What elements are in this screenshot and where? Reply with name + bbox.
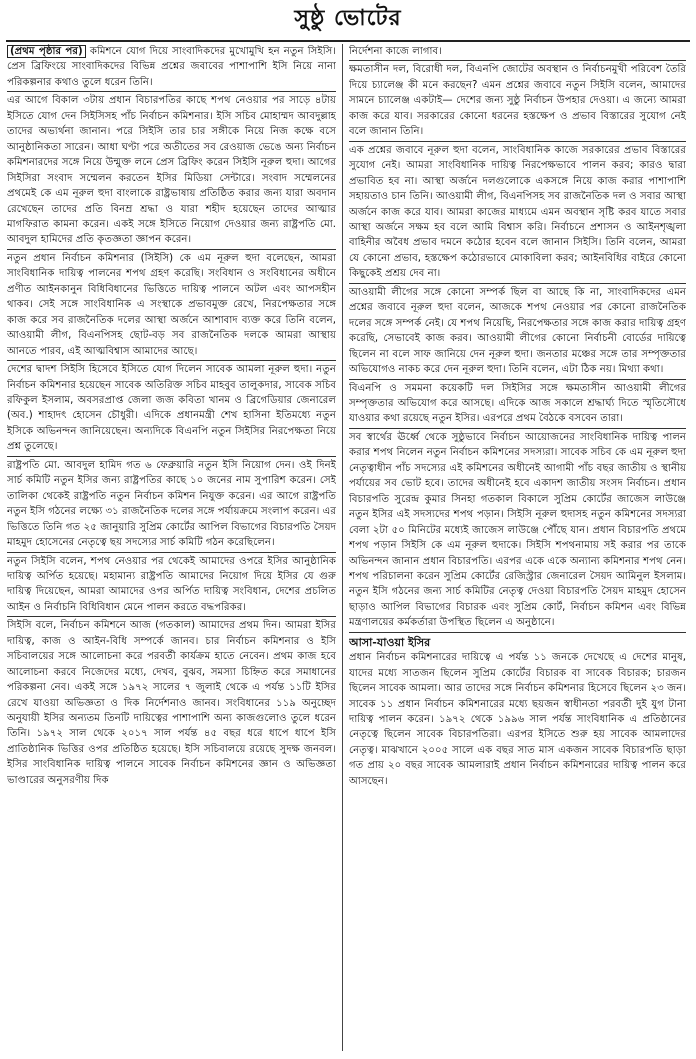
headline-rule — [6, 40, 690, 42]
paragraph: আওয়ামী লীগের সঙ্গে কোনো সম্পর্ক ছিল বা আছে কি না, সাংবাদিকদের এমন প্রশ্নের জবাবে নূরুল হুদা বলেন, আজকে শপথ নেওয়ার পর কোনো রাজনৈতিক দলের সঙ্গে সম্পর্ক নেই। যে শপথ নিয়েছি, নিরপেক্ষতার সঙ্গে কাজ করার দায়িত্ব গ্রহণ করেছি, সেভাবেই কাজ করব। আওয়ামী লীগের কোনো নির্বাচনী বোর্ডের দায়িত্বে ছিলেন না বলে সাফ জানিয়ে দেন নূরুল হুদা। জনতার মঞ্চের সঙ্গে তার সম্পৃক্ততার অভিযোগও নাকচ করে দেন নূরুল হুদা। তিনি বলেন, এটা ঠিক নয়। মিথ্যা কথা। — [349, 285, 686, 380]
paragraph: সিইসি বলে, নির্বাচন কমিশনে আজ (গতকাল) আমাদের প্রথম দিন। আমরা ইসির দায়িত্ব, কাজ ও আইন-বিধি সম্পর্কে জানব। চার নির্বাচন কমিশনার ও ইসি সচিবালয়ের সঙ্গে আলোচনা করে পরবর্তী কার্যক্রম হাতে নেবেন। প্রথম কাজ হবে আলোচনা করবে নিজেদের মধ্যে, দেখব, বুঝব, সমস্যা চিহ্নিত করে সমাধানের পরিকল্পনা নেব। একই সঙ্গে ১৯৭২ সালের ৭ জুলাই থেকে এ পর্যন্ত ১১টি ইসির রেখে যাওয়া অভিজ্ঞতা ও দিক নির্দেশনাও জানব। সংবিধানের ১১৯ অনুচ্ছেদ অনুযায়ী ইসির অন্যতম তিনটি দায়িত্বের পাশাপাশি অন্য কাজগুলোও তুলে ধরেন তিনি। ১৯৭২ সাল থেকে ২০১৭ সাল পর্যন্ত ৪৫ বছর ধরে ধাপে ধাপে ইসি প্রাতিষ্ঠানিক ভিত্তির ওপর প্রতিষ্ঠিত হয়েছে। ইসি সচিবালয়ে রয়েছে সুদক্ষ জনবল। ইসির সাংবিধানিক দায়িত্ব পালনে সাবেক নির্বাচন কমিশনের জ্ঞান ও অভিজ্ঞতা ভাণ্ডারের অনুসরণীয় দিক — [7, 620, 336, 786]
paragraph-text: কমিশনে যোগ দিয়ে সাংবাদিকদের মুখোমুখি হন নতুন সিইসি। প্রেস ব্রিফিংয়ে সাংবাদিকদের বিভিন্ন প্রশ্নের জবাবের পাশাপাশি ইসি নিয়ে নানা পরিকল্পনার কথাও তুলে ধরেন তিনি। — [7, 46, 336, 88]
subheading: আসা-যাওয়া ইসির — [349, 635, 431, 649]
page-reference: (প্রথম পৃষ্ঠার পর) — [7, 45, 86, 58]
paragraph: ক্ষমতাসীন দল, বিরোধী দল, বিএনপি জোটের অবস্থান ও নির্বাচনমুখী পরিবেশ তৈরি দিয়ে চ্যালেঞ্জ কী মনে করছেন? এমন প্রশ্নের জবাবে নতুন সিইসি বলেন, আমাদের সামনে চ্যালেঞ্জ একটাই— দেশের জন্য সুষ্ঠু নির্বাচন উপহার দেওয়া। এ জন্যে আমরা কাজ করে যাব। সরকারের কোনো ধরনের হস্তক্ষেপ ও প্রভাব বিস্তারের সুযোগ নেই বলে জানান তিনি। — [349, 62, 686, 141]
paragraph: প্রধান নির্বাচন কমিশনারের দায়িত্বে এ পর্যন্ত ১১ জনকে দেখেছে এ দেশের মানুষ, যাদের মধ্যে সাতজন ছিলেন সুপ্রিম কোর্টের বিচারক বা সাবেক বিচারক; চারজন ছিলেন সাবেক আমলা। আর তাদের সঙ্গে নির্বাচন কমিশনার হিসেবে ছিলেন ২৩ জন। সাবেক ১১ প্রধান নির্বাচন কমিশনারের মধ্যে ছয়জন স্বাধীনতা পরবর্তী দুই যুগ টানা দায়িত্ব পালন করেন। ১৯৭২ থেকে ১৯৯৬ সাল পর্যন্ত সাংবিধানিক এ প্রতিষ্ঠানের নেতৃত্বে ছিলেন সাবেক বিচারপতিরা। এরপর ইসিতে শুরু হয় সাবেক আমলাদের নেতৃত্ব। মাঝখানে ২০০৫ সালে এক বছর সাত মাস একজন সাবেক বিচারপতি ছাড়া গত প্রায় ২০ বছর সাবেক আমলারাই প্রধান নির্বাচন কমিশনারের দায়িত্ব পালন করে আসছেন। — [349, 652, 686, 787]
paragraph: নির্দেশনা কাজে লাগাব। — [349, 44, 686, 61]
paragraph: সব স্বার্থের ঊর্ধ্বে থেকে সুষ্ঠুভাবে নির্বাচন আয়োজনের সাংবিধানিক দায়িত্ব পালন করার শপথ নিলেন নতুন নির্বাচন কমিশনের সদস্যরা। সাবেক সচিব কে এম নূরুল হুদা নেতৃত্বাধীন পাঁচ সদস্যের এই কমিশনের অধীনেই আগামী পাঁচ বছর জাতীয় ও স্থানীয় পর্যায়ের সব ভোট হবে। তাদের অধীনেই হবে একাদশ জাতীয় সংসদ নির্বাচন। প্রধান বিচারপতি সুরেন্দ্র কুমার সিনহা গতকাল বিকালে সুপ্রিম কোর্টের জাজেস লাউঞ্জে নতুন ইসির এই সদস্যদের শপথ পড়ান। সিইসি নূরুল হুদাসহ নতুন কমিশনের সদস্যরা বেলা ২টা ৫০ মিনিটের মধ্যেই জাজেস লাউঞ্জে পৌঁছে যান। প্রধান বিচারপতি প্রথমে শপথ পড়ান সিইসি কে এম নূরুল হুদাকে। সিইসি শপথনামায় সই করার পর তাকে অভিনন্দন জানান প্রধান বিচারপতি। এরপর একে একে অন্যান্য কমিশনার শপথ নেন। শপথ পরিচালনা করেন সুপ্রিম কোর্টের রেজিস্ট্রার জেনারেল সৈয়দ আমিনুল ইসলাম। নতুন ইসি গঠনের জন্য সার্চ কমিটির নেতৃত্ব দেওয়া বিচারপতি সৈয়দ মাহমুদ হোসেন ছাড়াও আপিল বিভাগের বিচারক এবং সুপ্রিম কোর্ট, নির্বাচন কমিশন এবং বিভিন্ন মন্ত্রণালয়ের কর্মকর্তারা উপস্থিত ছিলেন এ অনুষ্ঠানে। — [349, 430, 686, 633]
left-column — [7, 44, 336, 1053]
paragraph — [7, 44, 336, 92]
paragraph: এক প্রশ্নের জবাবে নূরুল হুদা বলেন, সাংবিধানিক কাজে সরকারের প্রভাব বিস্তারের সুযোগ নেই। আমরা সাংবিধানিক দায়িত্ব নিরপেক্ষভাবে পালন করব; কারও দ্বারা প্রভাবিত হব না। আস্থা অর্জনে দলগুলোকে একসঙ্গে নিয়ে কাজ করার পাশাপাশি সহায়তাও চান তিনি। আওয়ামী লীগ, বিএনপিসহ সব রাজনৈতিক দল ও সবার আস্থা অর্জনে কাজ করে যাব। আমরা কাজের মাধ্যমে এমন অবস্থান সৃষ্টি করব যাতে সবার আস্থা অর্জনে সক্ষম হব বলে আমি বিশ্বাস করি। নির্বাচনে প্রশাসন ও আইনশৃঙ্খলা বাহিনীর অবৈধ প্রভাব দমনে কঠোর হবেন বলে জানান সিইসি। তিনি বলেন, আমরা যে কোনো প্রভাব, হস্তক্ষেপ কঠোরভাবে মোকাবিলা করব; আইনবিধির বাইরে কোনো কিছুকেই প্রশ্রয় দেব না। — [349, 143, 686, 284]
paragraph: রাষ্ট্রপতি মো. আবদুল হামিদ গত ৬ ফেব্রুয়ারি নতুন ইসি নিয়োগ দেন। ওই দিনই সার্চ কমিটি নতুন ইসির জন্য রাষ্ট্রপতির কাছে ১০ জনের নাম সুপারিশ করেন। সেই তালিকা থেকেই রাষ্ট্রপতি নতুন নির্বাচন কমিশন নিযুক্ত করেন। এর আগে রাষ্ট্রপতি নতুন ইসি গঠনের লক্ষ্যে ৩১ রাজনৈতিক দলের সঙ্গে পর্যায়ক্রমে সংলাপ করেন। এর ভিত্তিতে তিনি গত ২৫ জানুয়ারি সুপ্রিম কোর্টের আপিল বিভাগের বিচারপতি সৈয়দ মাহমুদ হোসেনের নেতৃত্বে ছয় সদস্যের সার্চ কমিটি গঠন করেছিলেন। — [7, 458, 336, 553]
paragraph: নতুন সিইসি বলেন, শপথ নেওয়ার পর থেকেই আমাদের ওপরে ইসির আনুষ্ঠানিক দায়িত্ব অর্পিত হয়েছে। মহামান্য রাষ্ট্রপতি আমাদের নিয়োগ দিয়ে ইসির যে গুরু দায়িত্ব দিয়েছেন, আমরা আমাদের ওপর অর্পিত দায়িত্ব সংবিধান, দেশের প্রচলিত আইন ও নির্বাচনি বিধিবিধান মেনে পালন করতে বদ্ধপরিকর। — [7, 554, 336, 618]
paragraph: দেশের দ্বাদশ সিইসি হিসেবে ইসিতে যোগ দিলেন সাবেক আমলা নূরুল হুদা। নতুন নির্বাচন কমিশনার হয়েছেন সাবেক অতিরিক্ত সচিব মাহবুব তালুকদার, সাবেক সচিব রফিকুল ইসলাম, অবসরপ্রাপ্ত জেলা জজ কবিতা খানম ও ব্রিগেডিয়ার জেনারেল (অব.) শাহাদৎ হোসেন চৌধুরী। এদিকে প্রধানমন্ত্রী শেখ হাসিনা ইতিমধ্যে নতুন ইসিকে অভিনন্দন জানিয়েছেন। অন্যদিকে বিএনপি নতুন সিইসির নিরপেক্ষতা নিয়ে প্রশ্ন তুলেছে। — [7, 362, 336, 457]
right-column — [349, 44, 686, 1053]
paragraph: বিএনপি ও সমমনা কয়েকটি দল সিইসির সঙ্গে ক্ষমতাসীন আওয়ামী লীগের সম্পৃক্ততার অভিযোগ করে আসছে। এদিকে আজ সকালে শ্রদ্ধার্ঘ্য দিতে স্মৃতিসৌধে যাওয়ার কথা রয়েছে নতুন ইসির। এরপরে প্রথম বৈঠকে বসবেন তারা। — [349, 381, 686, 429]
column-separator — [342, 44, 343, 1051]
paragraph: নতুন প্রধান নির্বাচন কমিশনার (সিইসি) কে এম নূরুল হুদা বলেছেন, আমরা সাংবিধানিক দায়িত্ব পালনের শপথ গ্রহণ করেছি। সংবিধান ও সংবিধানের অধীনে প্রণীত আইনকানুন বিধিবিধানের ভিত্তিতে দায়িত্ব পালনে অটল এবং আপসহীন থাকব। সেই সঙ্গে সাংবিধানিক এ সংস্থাকে প্রভাবমুক্ত রেখে, নিরপেক্ষতার সঙ্গে কাজ করে সব রাজনৈতিক দলের আস্থা অর্জনে আশাবাদ ব্যক্ত করে তিনি বলেন, আওয়ামী লীগ, বিএনপিসহ ছোট-বড় সব রাজনৈতিক দলকে আমরা আস্থায় আনতে পারব, এই আত্মবিশ্বাস আমাদের আছে। — [7, 251, 336, 361]
headline: সুষ্ঠু ভোটের — [294, 5, 402, 31]
paragraph: এর আগে বিকাল ৩টায় প্রধান বিচারপতির কাছে শপথ নেওয়ার পর সাড়ে ৪টায় ইসিতে যোগ দেন সিইসিসহ পাঁচ নির্বাচন কমিশনার। ইসি সচিব মোহাম্মদ আবদুল্লাহ তাদের অভ্যর্থনা জানান। পরে সিইসি তার চার সঙ্গীকে নিয়ে নিজ কক্ষে বসে আনুষ্ঠানিকতা সারেন। আধা ঘণ্টা পরে অতীতের সব রেওয়াজ ভেঙে অন্য নির্বাচন কমিশনারদের সঙ্গে নিয়ে উন্মুক্ত লনে প্রেস ব্রিফিং করেন সিইসি নূরুল হুদা। আগের সিইসিরা সংবাদ সম্মেলন করতেন ইসির মিডিয়া সেন্টারে। সংবাদ সম্মেলনের প্রথমেই কে এম নূরুল হুদা বাংলাকে রাষ্ট্রভাষায় প্রতিষ্ঠিত করার জন্য যারা অবদান রেখেছেন তাদের প্রতি বিনম্র শ্রদ্ধা ও যারা শহীদ হয়েছেন তাদের আত্মার মাগফিরাত কামনা করেন। একই সঙ্গে ইসিতে নিয়োগ দেওয়ার জন্য রাষ্ট্রপতি মো. আবদুল হামিদের প্রতি কৃতজ্ঞতা জ্ঞাপন করেন। — [7, 93, 336, 250]
